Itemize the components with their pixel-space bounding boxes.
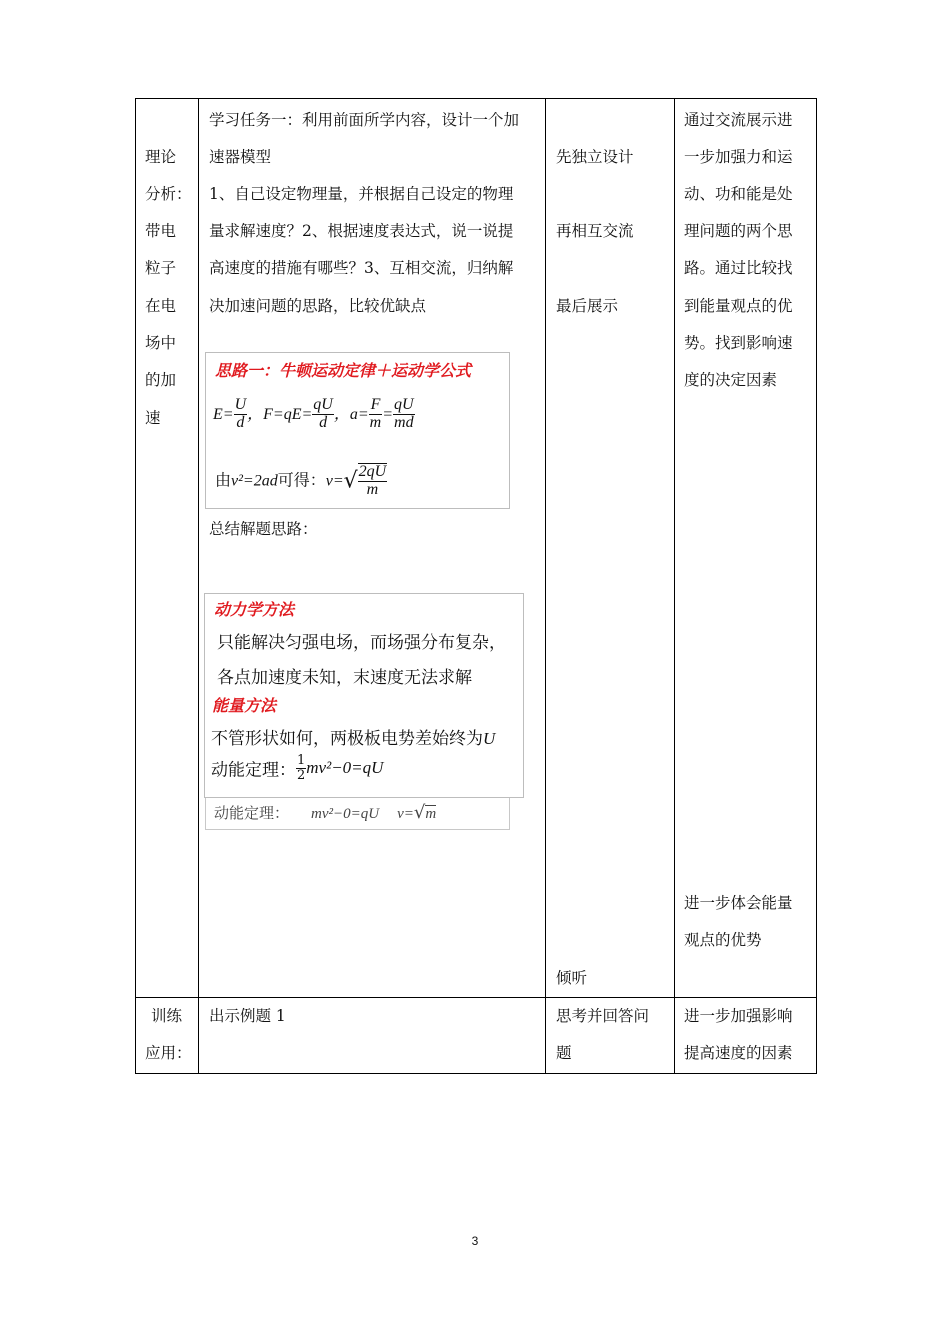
table-left-border (135, 98, 136, 1074)
table-right-border (816, 98, 817, 1074)
column-divider-1 (198, 98, 199, 1074)
intent-line: 通过交流展示进 (684, 111, 793, 129)
table-top-border (135, 98, 817, 99)
row2-col3-line: 思考并回答问 (556, 1007, 650, 1025)
intent-line: 观点的优势 (684, 931, 762, 949)
formula-row-1: E= $\frac{U}{d}$ ，F=qE= $\frac{qU}{d}$ ，a= $\frac{F}{m}$ = $\frac{qU}{md}$ (213, 396, 414, 431)
figure1-title: 思路一：牛顿运动定律＋运动学公式 (215, 361, 472, 380)
task-line: 1、自己设定物理量，并根据自己设定的物理 (209, 185, 514, 203)
row1-col1-line: 的加 (145, 371, 177, 389)
intent-line: 动、功和能是处 (684, 185, 793, 203)
activity-line: 先独立设计 (556, 148, 634, 166)
dynamics-line: 各点加速度未知，末速度无法求解 (217, 668, 472, 688)
figure-method-comparison (204, 593, 524, 798)
intent-line: 到能量观点的优 (684, 297, 793, 315)
table-bottom-border (135, 1073, 817, 1074)
summary-label: 总结解题思路： (209, 520, 318, 538)
row1-col1-line: 场中 (145, 334, 177, 352)
row2-col4-line: 进一步加强影响 (684, 1007, 793, 1025)
row1-col1-line: 粒子 (145, 259, 177, 277)
task-line: 决加速问题的思路，比较优缺点 (209, 297, 427, 315)
intent-line: 理问题的两个思 (684, 222, 793, 240)
activity-line: 倾听 (556, 969, 588, 987)
ghost-formula: 动能定理： mv²−0=qU v=√m (214, 802, 437, 823)
intent-line: 路。通过比较找 (684, 259, 793, 277)
row1-col1-line: 理论 (145, 148, 177, 166)
task-line: 速器模型 (209, 148, 272, 166)
row2-col3-line: 题 (556, 1044, 572, 1062)
row1-col1-line: 带电 (145, 222, 177, 240)
energy-line: 不管形状如何，两极板电势差始终为U (211, 729, 496, 749)
task-line: 学习任务一：利用前面所学内容，设计一个加 (209, 111, 520, 129)
task-line: 量求解速度？2、根据速度表达式，说一说提 (209, 222, 514, 240)
intent-line: 势。找到影响速 (684, 334, 793, 352)
activity-line: 再相互交流 (556, 222, 634, 240)
row1-col1-line: 在电 (145, 297, 177, 315)
row2-col4-line: 提高速度的因素 (684, 1044, 793, 1062)
activity-line: 最后展示 (556, 297, 619, 315)
column-divider-2 (545, 98, 546, 1074)
dynamics-line: 只能解决匀强电场，而场强分布复杂， (217, 633, 506, 653)
row2-col1-line: 应用： (145, 1044, 192, 1062)
row1-col1-line: 速 (145, 409, 161, 427)
row1-col1-line: 分析： (145, 185, 192, 203)
kinetic-energy-theorem: 动能定理： $\frac{1}{2}$ mv²−0=qU (211, 753, 384, 783)
figure-newton-approach (205, 352, 510, 509)
intent-line: 一步加强力和运 (684, 148, 793, 166)
page-number: 3 (471, 1234, 479, 1248)
row2-col1-line: 训练 (151, 1007, 183, 1025)
dynamics-method-title: 动力学方法 (214, 600, 295, 619)
task-line: 高速度的措施有哪些？3、互相交流，归纳解 (209, 259, 514, 277)
intent-line: 进一步体会能量 (684, 894, 793, 912)
energy-method-title: 能量方法 (212, 696, 277, 715)
column-divider-3 (674, 98, 675, 1074)
row2-col2: 出示例题 1 (209, 1007, 286, 1025)
formula-row-2: 由v²=2ad可得：v=√ $\frac{2qU}{m}$ (215, 463, 387, 498)
intent-line: 度的决定因素 (684, 371, 778, 389)
